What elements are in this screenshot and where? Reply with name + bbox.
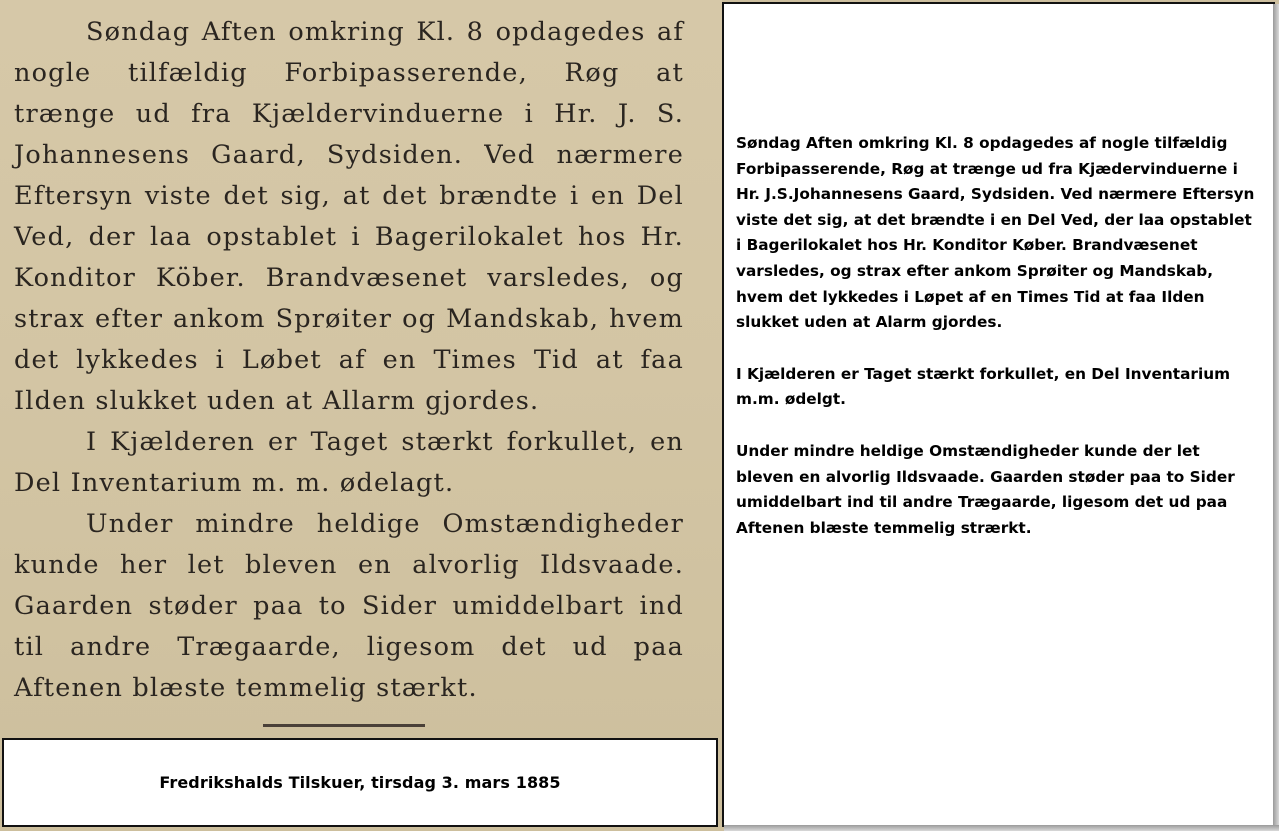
scan-article-text	[14, 12, 684, 709]
scan-paragraph-3: Under mindre heldige Omstændigheder kunde her let bleven en alvorlig Ildsvaade. Gaarden støder paa to Sider umiddelbart ind til andre Trægaarde, ligesom det ud paa Aftenen blæste temmelig stærkt.	[14, 509, 684, 703]
scan-paragraph-2: I Kjælderen er Taget stærkt forkullet, en Del Inventarium m. m. ødelagt.	[14, 427, 684, 498]
transcription-paragraph-1: Søndag Aften omkring Kl. 8 opdagedes af nogle tilfældig Forbipasserende, Røg at trænge ud fra Kjædervinduerne i Hr. J.S.Johannesens Gaard, Sydsiden. Ved nærmere Eftersyn viste det sig, at det brændte i en Del Ved, der laa opstablet i Bagerilokalet hos Hr. Konditor Køber. Brandvæsenet varsledes, og strax efter ankom Sprøiter og Mandskab, hvem det lykkedes i Løpet af en Times Tid at faa Ilden slukket uden at Alarm gjordes.	[736, 134, 1255, 332]
transcription-paragraph-3: Under mindre heldige Omstændigheder kunde der let bleven en alvorlig Ildsvaade. Gaarden støder paa to Sider umiddelbart ind til andre Trægaarde, ligesom det ud paa Aftenen blæste temmelig strærkt.	[736, 441, 1235, 537]
transcription-panel	[722, 2, 1275, 827]
source-caption-box	[2, 738, 718, 827]
panel-shadow-right	[1273, 4, 1279, 827]
transcription-text	[736, 131, 1260, 567]
source-caption: Fredrikshalds Tilskuer, tirsdag 3. mars 1885	[159, 773, 561, 792]
scan-paragraph-1: Søndag Aften omkring Kl. 8 opdagedes af nogle tilfældig Forbipasserende, Røg at trænge ud fra Kjældervinduerne i Hr. J. S. Johannesens Gaard, Sydsiden. Ved nærmere Eftersyn viste det sig, at det brændte i en Del Ved, der laa opstablet i Bagerilokalet hos Hr. Konditor Köber. Brandvæsenet varsledes, og strax efter ankom Sprøiter og Mandskab, hvem det lykkedes i Løbet af en Times Tid at faa Ilden slukket uden at Allarm gjordes.	[14, 17, 684, 416]
panel-shadow-bottom	[724, 825, 1279, 831]
transcription-paragraph-2: I Kjælderen er Taget stærkt forkullet, en Del Inventarium m.m. ødelgt.	[736, 364, 1231, 409]
article-end-rule	[263, 724, 425, 727]
